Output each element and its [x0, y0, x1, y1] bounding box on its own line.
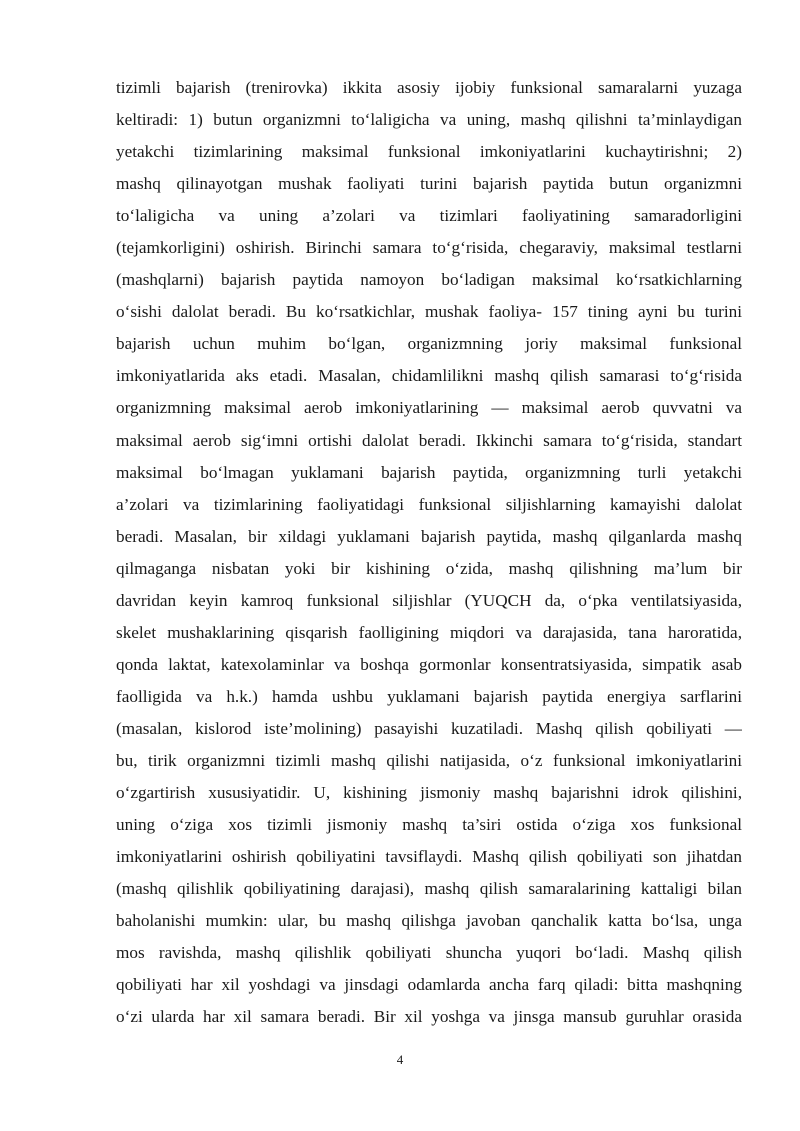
- text-line: bu, tirik organizmni tizimli mashq qilishi natijasida, o‘z funksional imkoniyatlarini: [116, 750, 742, 770]
- text-line: maksimal aerob sig‘imni ortishi dalolat beradi. Ikkinchi samara to‘g‘risida, standart: [116, 430, 742, 450]
- text-line: tizimli bajarish (trenirovka) ikkita asosiy ijobiy funksional samaralarni yuzaga: [116, 78, 742, 97]
- text-line: yetakchi tizimlarining maksimal funksional imkoniyatlarini kuchaytirishni; 2): [116, 142, 742, 162]
- text-line: baholanishi mumkin: ular, bu mashq qilishga javoban qanchalik katta bo‘lsa, unga: [116, 911, 742, 931]
- text-line: maksimal bo‘lmagan yuklamani bajarish paytida, organizmning turli yetakchi: [116, 462, 742, 482]
- text-line: bajarish uchun muhim bo‘lgan, organizmning joriy maksimal funksional: [116, 334, 742, 354]
- text-line: to‘laligicha va uning a’zolari va tizimlari faoliyatining samaradorligini: [116, 206, 742, 226]
- text-line: skelet mushaklarining qisqarish faolligining miqdori va darajasida, tana haroratida,: [116, 622, 742, 642]
- text-line: (mashqlarni) bajarish paytida namoyon bo‘ladigan maksimal ko‘rsatkichlarning: [116, 270, 742, 290]
- text-line: davridan keyin kamroq funksional siljishlar (YUQCH da, o‘pka ventilatsiyasida,: [116, 590, 742, 610]
- text-line: mos ravishda, mashq qilishlik qobiliyati shuncha yuqori bo‘ladi. Mashq qilish: [116, 943, 742, 963]
- body-text: [116, 72, 742, 1033]
- text-line: imkoniyatlarida aks etadi. Masalan, chidamlilikni mashq qilish samarasi to‘g‘risida: [116, 366, 742, 386]
- text-line: organizmning maksimal aerob imkoniyatlarining — maksimal aerob quvvatni va: [116, 398, 742, 418]
- page-number: 4: [396, 1052, 404, 1067]
- text-line: keltiradi: 1) butun organizmni to‘laligicha va uning, mashq qilishni ta’minlaydigan: [116, 110, 742, 130]
- text-line: qobiliyati har xil yoshdagi va jinsdagi odamlarda ancha farq qiladi: bitta mashqning: [116, 975, 742, 995]
- text-line: a’zolari va tizimlarining faoliyatidagi funksional siljishlarning kamayishi dalolat: [116, 494, 742, 514]
- text-line: beradi. Masalan, bir xildagi yuklamani bajarish paytida, mashq qilganlarda mashq: [116, 526, 742, 546]
- text-line: (tejamkorligini) oshirish. Birinchi samara to‘g‘risida, chegaraviy, maksimal testlarni: [116, 238, 742, 258]
- text-line: mashq qilinayotgan mushak faoliyati turini bajarish paytida butun organizmni: [116, 174, 742, 194]
- text-line: uning o‘ziga xos tizimli jismoniy mashq ta’siri ostida o‘ziga xos funksional: [116, 815, 742, 835]
- text-line: qonda laktat, katexolaminlar va boshqa gormonlar konsentratsiyasida, simpatik asab: [116, 654, 742, 674]
- text-line: faolligida va h.k.) hamda ushbu yuklamani bajarish paytida energiya sarflarini: [116, 686, 742, 706]
- text-line: o‘zi ularda har xil samara beradi. Bir xil yoshga va jinsga mansub guruhlar orasida: [116, 1007, 742, 1027]
- text-line: o‘zgartirish xususiyatidir. U, kishining jismoniy mashq bajarishni idrok qilishini,: [116, 783, 742, 803]
- text-line: (mashq qilishlik qobiliyatining darajasi), mashq qilish samaralarining kattaligi bilan: [116, 879, 742, 899]
- text-line: (masalan, kislorod iste’molining) pasayishi kuzatiladi. Mashq qilish qobiliyati —: [116, 718, 742, 738]
- text-line: imkoniyatlarini oshirish qobiliyatini tavsiflaydi. Mashq qilish qobiliyati son jihatdan: [116, 847, 742, 867]
- text-line: o‘sishi dalolat beradi. Bu ko‘rsatkichlar, mushak faoliya- 157 tining ayni bu turini: [116, 302, 742, 322]
- text-line: qilmaganga nisbatan yoki bir kishining o‘zida, mashq qilishning ma’lum bir: [116, 558, 742, 578]
